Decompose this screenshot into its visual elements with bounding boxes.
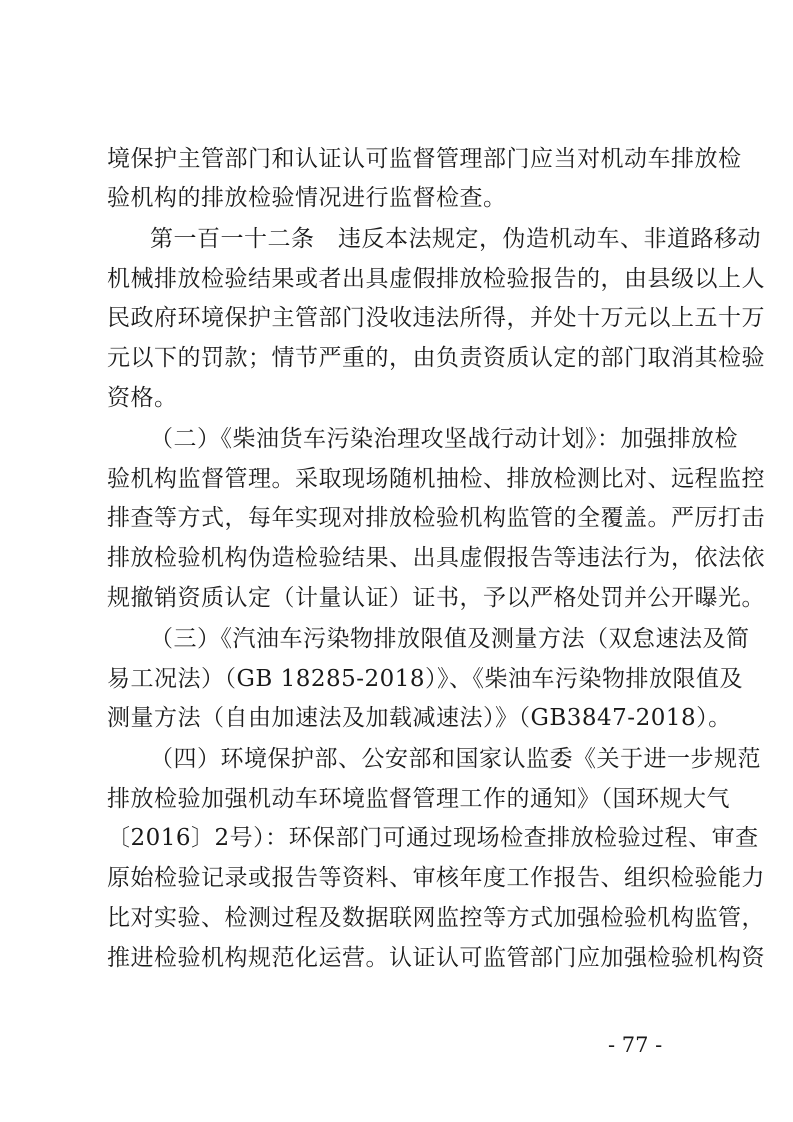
text-line: 比对实验、检测过程及数据联网监控等方式加强检验机构监管， [107, 905, 765, 931]
text-line: 测量方法（自由加速法及加载减速法）》（GB3847-2018）。 [107, 705, 732, 731]
text-line: 民政府环境保护主管部门没收违法所得，并处十万元以上五十万 [107, 305, 765, 331]
text-line: 验机构的排放检验情况进行监督检查。 [107, 185, 507, 211]
text-line: 易工况法）（GB 18285-2018）》、《柴油车污染物排放限值及 [107, 666, 744, 692]
text-line: 元以下的罚款；情节严重的，由负责资质认定的部门取消其检验 [107, 345, 765, 371]
text-line: 第一百一十二条 违反本法规定，伪造机动车、非道路移动 [150, 226, 761, 252]
text-line: 验机构监督管理。采取现场随机抽检、排放检测比对、远程监控 [107, 466, 765, 492]
text-line: 机械排放检验结果或者出具虚假排放检验报告的，由县级以上人 [107, 266, 765, 292]
text-line: （二）《柴油货车污染治理攻坚战行动计划》：加强排放检 [150, 426, 738, 452]
text-line: 排查等方式，每年实现对排放检验机构监管的全覆盖。严厉打击 [107, 505, 765, 531]
text-line: 排放检验加强机动车环境监督管理工作的通知》（国环规大气 [107, 786, 730, 812]
text-line: （四）环境保护部、公安部和国家认监委《关于进一步规范 [150, 746, 761, 772]
text-line: （三）《汽油车污染物排放限值及测量方法（双怠速法及简 [150, 626, 750, 652]
text-line: 〔2016〕2号）：环保部门可通过现场检查排放检验过程、审查 [107, 825, 759, 851]
text-line: 境保护主管部门和认证认可监督管理部门应当对机动车排放检 [107, 146, 742, 172]
text-line: 资格。 [107, 385, 178, 411]
text-line: 原始检验记录或报告等资料、审核年度工作报告、组织检验能力 [107, 865, 765, 891]
page-number: - 77 - [608, 1033, 663, 1057]
text-line: 推进检验机构规范化运营。认证认可监管部门应加强检验机构资 [107, 945, 765, 971]
text-line: 规撤销资质认定（计量认证）证书，予以严格处罚并公开曝光。 [107, 585, 765, 611]
text-line: 排放检验机构伪造检验结果、出具虚假报告等违法行为，依法依 [107, 545, 765, 571]
